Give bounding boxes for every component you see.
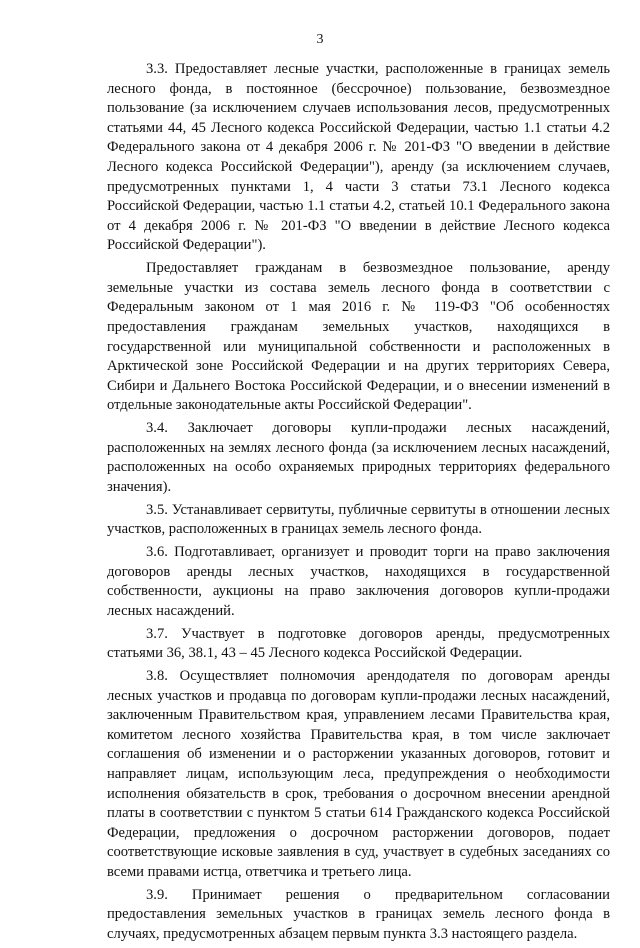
paragraph-3-5: 3.5. Устанавливает сервитуты, публичные сервитуты в отношении лесных участков, расположенных в границах земель лесного фонда. xyxy=(107,501,610,538)
paragraph-3-3: 3.3. Предоставляет лесные участки, расположенные в границах земель лесного фонда, в постоянное (бессрочное) пользование, безвозмездное пользование (за исключением случаев использования лесов, предусмотренных статьями 44, 45 Лесного кодекса Российской Федерации, частью 1.1 статьи 4.2 Федерального закона от 4 декабря 2006 г. № 201-ФЗ "О введении в действие Лесного кодекса Российской Федерации"), аренду (за исключением случаев, предусмотренных пунктами 1, 4 части 3 статьи 73.1 Лесного кодекса Российской Федерации, частью 1.1 статьи 4.2, статьей 10.1 Федерального закона от 4 декабря 2006 г. № 201-ФЗ "О введении в действие Лесного кодекса Российской Федерации"). xyxy=(107,61,610,254)
paragraph-3-6: 3.6. Подготавливает, организует и проводит торги на право заключения договоров аренды лесных участков, находящихся в государственной собственности, аукционы на право заключения договоров купли-продажи лесных насаждений. xyxy=(107,544,610,619)
page-number: 3 xyxy=(316,32,324,47)
paragraph-3-8: 3.8. Осуществляет полномочия арендодателя по договорам аренды лесных участков и продавца по договорам купли-продажи лесных насаждений, заключенным Правительством края, управлением лесами Правительства края, комитетом лесного хозяйства Правительства края, в том числе заключает соглашения об изменении и о расторжении указанных договоров, готовит и направляет лицам, использующим леса, предупреждения о необходимости исполнения обязательств в срок, требования о досрочном внесении арендной платы в соответствии с пунктом 5 статьи 614 Гражданского кодекса Российской Федерации, предложения о досрочном расторжении договоров, подает соответствующие исковые заявления в суд, участвует в судебных заседаниях со всеми правами истца, ответчика и третьего лица. xyxy=(107,667,610,880)
paragraph-3-4: 3.4. Заключает договоры купли-продажи лесных насаждений, расположенных на землях лесного фонда (за исключением лесных насаждений, расположенных на особо охраняемых природных территориях федерального значения). xyxy=(107,420,610,495)
document-body xyxy=(107,60,610,948)
paragraph-3-9: 3.9. Принимает решения о предварительном согласовании предоставления земельных участков в границах земель лесного фонда в случаях, предусмотренных абзацем первым пункта 3.3 настоящего раздела. xyxy=(107,886,610,942)
paragraph-3-7: 3.7. Участвует в подготовке договоров аренды, предусмотренных статьями 36, 38.1, 43 – 45 Лесного кодекса Российской Федерации. xyxy=(107,625,610,662)
paragraph-3-3-continued: Предоставляет гражданам в безвозмездное пользование, аренду земельные участки из состава земель лесного фонда в соответствии с Федеральным законом от 1 мая 2016 г. № 119-ФЗ "Об особенностях предоставления гражданам земельных участков, находящихся в государственной или муниципальной собственности и расположенных в Арктической зоне Российской Федерации и на других территориях Севера, Сибири и Дальнего Востока Российской Федерации, и о внесении изменений в отдельные законодательные акты Российской Федерации". xyxy=(107,260,610,414)
